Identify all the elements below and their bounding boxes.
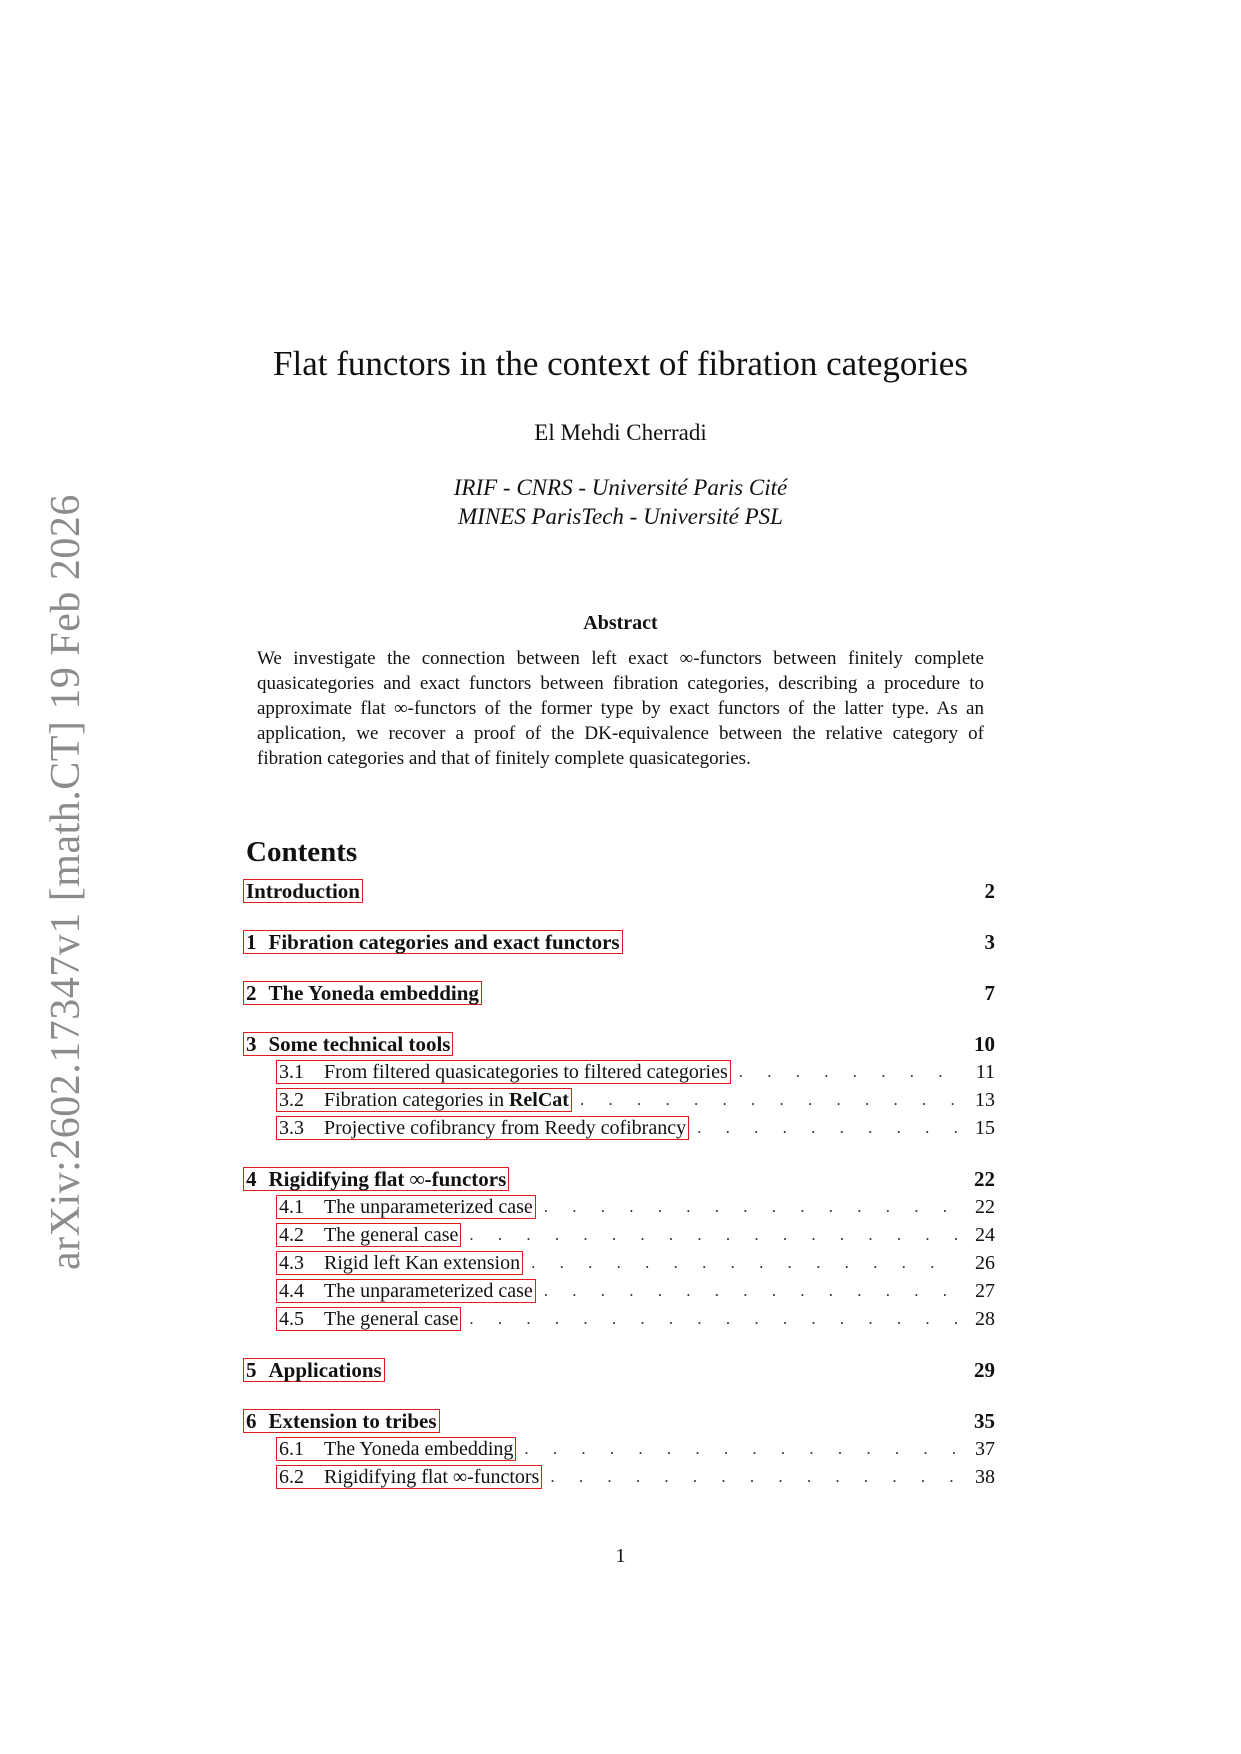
toc-subsection-6-1: [276, 1436, 995, 1462]
toc-section-title: Fibration categories and exact functors: [268, 930, 620, 954]
toc-subsection-3-2: [276, 1087, 995, 1113]
toc-link-subsection-4-4[interactable]: [276, 1279, 536, 1303]
toc-subsection-4-1: [276, 1194, 995, 1220]
toc-page-number: 38: [975, 1465, 995, 1488]
toc-section-2: [243, 980, 995, 1006]
toc-leader-dots: [739, 1062, 957, 1082]
toc-subsection-title: The unparameterized case: [324, 1280, 533, 1302]
toc-subsection-4-4: [276, 1278, 995, 1304]
toc-section-title: Rigidifying flat ∞-functors: [268, 1167, 507, 1191]
toc-link-subsection-3-1[interactable]: [276, 1060, 731, 1084]
toc-page-number: 35: [974, 1408, 995, 1433]
toc-section-4: [243, 1166, 995, 1192]
toc-section-title: Applications: [268, 1358, 382, 1382]
toc-section-number: 3: [246, 1032, 257, 1056]
toc-link-subsection-3-2[interactable]: [276, 1088, 572, 1112]
toc-subsection-number: 3.1: [279, 1061, 304, 1083]
toc-page-number: 27: [975, 1279, 995, 1302]
toc-page-number: 22: [974, 1166, 995, 1191]
toc-page-number: 7: [984, 980, 995, 1005]
toc-leader-dots: [550, 1467, 957, 1487]
toc-subsection-number: 4.1: [279, 1196, 304, 1218]
toc-subsection-3-1: [276, 1059, 995, 1085]
toc-subsection-4-2: [276, 1222, 995, 1248]
toc-subsection-number: 6.2: [279, 1466, 304, 1488]
toc-subsection-title: Projective cofibrancy from Reedy cofibrancy: [324, 1117, 687, 1139]
toc-subsection-title: The general case: [324, 1308, 459, 1330]
toc-subsection-title: The unparameterized case: [324, 1196, 533, 1218]
toc-section-title: Some technical tools: [268, 1032, 451, 1056]
toc-subsection-number: 4.2: [279, 1224, 304, 1246]
toc-page-number: 22: [975, 1195, 995, 1218]
toc-leader-dots: [544, 1281, 957, 1301]
toc-section-introduction: [243, 878, 995, 904]
arxiv-identifier-stamp[interactable]: arXiv:2602.17347v1 [math.CT] 19 Feb 2026: [43, 494, 89, 1270]
toc-section-number: 4: [246, 1167, 257, 1191]
toc-link-section-2[interactable]: [243, 981, 482, 1005]
toc-subsection-title: Fibration categories in: [324, 1089, 509, 1111]
toc-link-section-4[interactable]: [243, 1167, 509, 1191]
toc-subsection-title: The Yoneda embedding: [324, 1438, 514, 1460]
affiliation-2: MINES ParisTech - Université PSL: [458, 504, 783, 529]
toc-subsection-title: From filtered quasicategories to filtered categories: [324, 1061, 728, 1083]
toc-link-section-6[interactable]: [243, 1409, 440, 1433]
toc-link-subsection-6-2[interactable]: [276, 1465, 542, 1489]
toc-leader-dots: [524, 1439, 957, 1459]
toc-section-3: [243, 1031, 995, 1057]
toc-section-number: 5: [246, 1358, 257, 1382]
toc-page-number: 11: [975, 1060, 995, 1083]
toc-link-section-3[interactable]: [243, 1032, 453, 1056]
toc-page-number: 28: [975, 1307, 995, 1330]
toc-subsection-title: Rigidifying flat ∞-functors: [324, 1466, 540, 1488]
toc-leader-dots: [469, 1225, 957, 1245]
toc-leader-dots: [469, 1309, 957, 1329]
toc-section-title: Extension to tribes: [268, 1409, 437, 1433]
toc-subsection-title: The general case: [324, 1224, 459, 1246]
abstract-heading: Abstract: [583, 612, 658, 634]
toc-page-number: 3: [984, 929, 995, 954]
page-number: 1: [615, 1545, 626, 1567]
toc-section-1: [243, 929, 995, 955]
toc-link-introduction[interactable]: [243, 879, 363, 903]
toc-page-number: 2: [984, 878, 995, 903]
toc-page-number: 15: [975, 1116, 995, 1139]
toc-subsection-4-5: [276, 1306, 995, 1332]
toc-leader-dots: [697, 1118, 957, 1138]
toc-leader-dots: [531, 1253, 957, 1273]
toc-link-subsection-4-1[interactable]: [276, 1195, 536, 1219]
toc-page-number: 24: [975, 1223, 995, 1246]
toc-subsection-3-3: [276, 1115, 995, 1141]
toc-link-subsection-3-3[interactable]: [276, 1116, 689, 1140]
toc-page-number: 13: [975, 1088, 995, 1111]
toc-page-number: 37: [975, 1437, 995, 1460]
toc-subsection-6-2: [276, 1464, 995, 1490]
paper-title: Flat functors in the context of fibration categories: [273, 344, 968, 383]
toc-subsection-number: 3.2: [279, 1089, 304, 1111]
toc-subsection-title: Rigid left Kan extension: [324, 1252, 521, 1274]
toc-subsection-number: 4.3: [279, 1252, 304, 1274]
toc-section-6: [243, 1408, 995, 1434]
toc-link-section-5[interactable]: [243, 1358, 385, 1382]
toc-link-subsection-6-1[interactable]: [276, 1437, 516, 1461]
toc-subsection-number: 4.5: [279, 1308, 304, 1330]
toc-link-subsection-4-3[interactable]: [276, 1251, 523, 1275]
toc-leader-dots: [580, 1090, 957, 1110]
toc-link-subsection-4-2[interactable]: [276, 1223, 461, 1247]
toc-link-section-1[interactable]: [243, 930, 623, 954]
toc-section-5: [243, 1357, 995, 1383]
toc-page-number: 29: [974, 1357, 995, 1382]
toc-subsection-4-3: [276, 1250, 995, 1276]
contents-heading: Contents: [246, 836, 358, 868]
toc-subsection-number: 6.1: [279, 1438, 304, 1460]
toc-section-title: The Yoneda embedding: [268, 981, 479, 1005]
toc-subsection-number: 4.4: [279, 1280, 304, 1302]
toc-link-subsection-4-5[interactable]: [276, 1307, 461, 1331]
toc-page-number: 10: [974, 1031, 995, 1056]
relcat-term: RelCat: [508, 1089, 569, 1111]
abstract-text: We investigate the connection between left exact ∞-functors between finitely complete quasicategories and exact functors between fibration categories, describing a procedure to approximate flat ∞-functors of the former type by exact functors of the latter type. As an application, we recover a proof of the DK-equivalence between the relative category of fibration categories and that of finitely complete quasicategories.: [257, 648, 984, 769]
toc-section-title: Introduction: [246, 879, 360, 903]
author-name: El Mehdi Cherradi: [534, 420, 707, 445]
toc-section-number: 1: [246, 930, 257, 954]
toc-page-number: 26: [975, 1251, 995, 1274]
toc-subsection-number: 3.3: [279, 1117, 304, 1139]
toc-section-number: 6: [246, 1409, 257, 1433]
toc-section-number: 2: [246, 981, 257, 1005]
toc-leader-dots: [544, 1197, 957, 1217]
affiliation-1: IRIF - CNRS - Université Paris Cité: [453, 475, 788, 500]
